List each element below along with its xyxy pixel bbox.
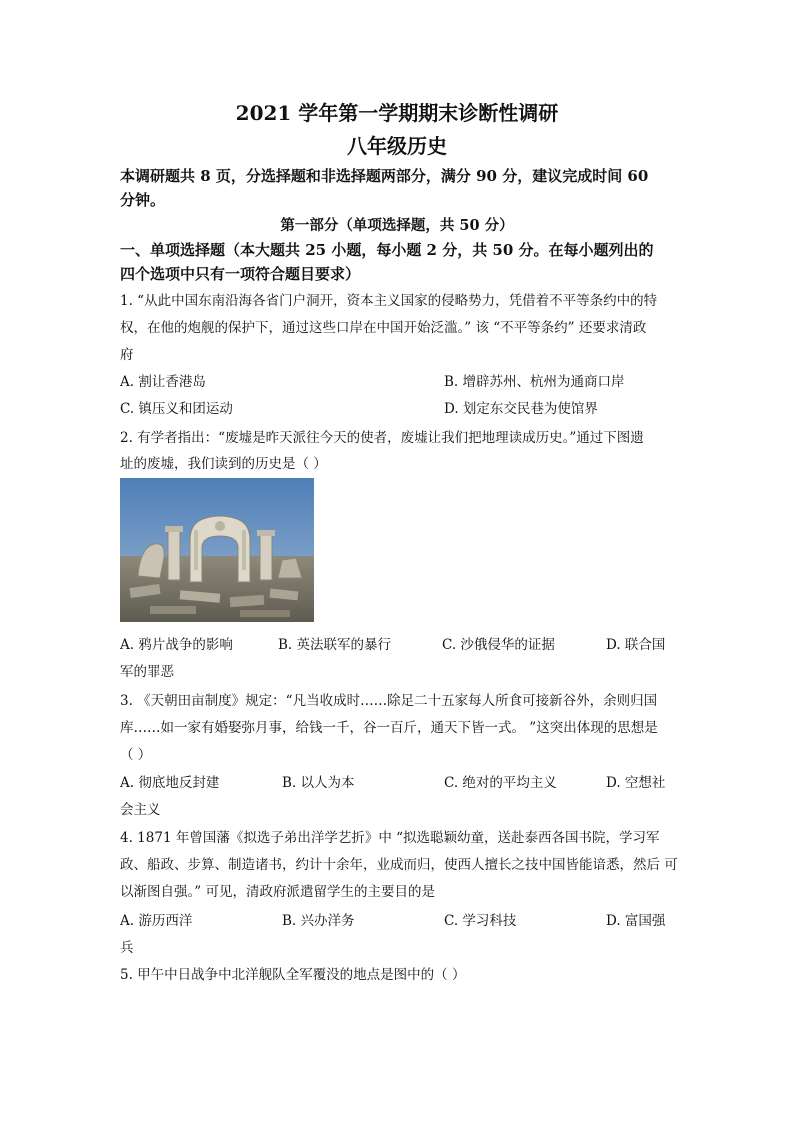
- q4-option-d: D. 富国强: [606, 913, 666, 929]
- q3-option-b: B. 以人为本: [282, 775, 355, 791]
- q1-option-d: D. 划定东交民巷为使馆界: [444, 401, 598, 417]
- q4-stem-line-1: 4. 1871 年曾国藩《拟选子弟出洋学艺折》中 “拟选聪颖幼童，送赴泰西各国书院，学习军: [120, 830, 660, 846]
- q4-option-b: B. 兴办洋务: [282, 913, 355, 929]
- section-instructions-line-1: 一、单项选择题（本大题共 25 小题，每小题 2 分，共 50 分。在每小题列出的: [120, 241, 654, 259]
- q3-stem-line-1: 3. 《天朝田亩制度》规定：“凡当收成时……除足二十五家每人所食可接新谷外，余则归国: [120, 693, 658, 709]
- q3-stem-line-2: 库……如一家有婚娶弥月事，给钱一千，谷一百斤，通天下皆一式。 ”这突出体现的思想是: [120, 720, 658, 736]
- exam-title: 2021 学年第一学期期末诊断性调研: [235, 101, 559, 125]
- intro-line-1: 本调研题共 8 页，分选择题和非选择题两部分，满分 90 分，建议完成时间 60: [120, 167, 649, 185]
- ruins-photo: [120, 478, 314, 622]
- q1-option-c: C. 镇压义和团运动: [120, 401, 233, 417]
- q3-option-d: D. 空想社: [606, 775, 666, 791]
- q1-stem-line-1: 1. “从此中国东南沿海各省门户洞开，资本主义国家的侵略势力，凭借着不平等条约中的特: [120, 293, 658, 309]
- q4-stem-line-3: 以渐图自强。” 可见，清政府派遣留学生的主要目的是: [120, 884, 435, 900]
- q1-stem-line-2: 权，在他的炮舰的保护下，通过这些口岸在中国开始泛滥。” 该 “不平等条约” 还要求清政: [120, 320, 647, 336]
- q2-stem-line-1: 2. 有学者指出：“废墟是昨天派往今天的使者，废墟让我们把地理读成历史。”通过下图遗: [120, 430, 644, 446]
- q2-option-c: C. 沙俄侵华的证据: [442, 637, 555, 653]
- ruins-image: [120, 478, 314, 622]
- q2-option-b: B. 英法联军的暴行: [278, 637, 392, 653]
- q3-option-d-continued: 会主义: [120, 802, 161, 818]
- q5-stem-line-1: 5. 甲午中日战争中北洋舰队全军覆没的地点是图中的（ ）: [120, 967, 466, 983]
- q4-option-d-continued: 兵: [120, 940, 134, 956]
- q4-option-c: C. 学习科技: [444, 913, 517, 929]
- subject-title: 八年级历史: [347, 134, 447, 158]
- q3-stem-line-3: （ ）: [120, 747, 152, 763]
- q3-option-a: A. 彻底地反封建: [120, 775, 220, 791]
- part-one-heading: 第一部分（单项选择题，共 50 分）: [280, 217, 514, 234]
- q2-option-d-continued: 军的罪恶: [120, 664, 174, 680]
- q1-stem-line-3: 府: [120, 347, 134, 363]
- intro-line-2: 分钟。: [120, 191, 166, 209]
- q2-option-a: A. 鸦片战争的影响: [120, 637, 233, 653]
- q2-stem-line-2: 址的废墟，我们读到的历史是（ ）: [120, 456, 327, 472]
- section-instructions-line-2: 四个选项中只有一项符合题目要求）: [120, 265, 361, 283]
- q2-option-d: D. 联合国: [606, 637, 666, 653]
- q4-stem-line-2: 政、船政、步算、制造诸书，约计十余年，业成而归，使西人擅长之技中国皆能谙悉，然后 可: [120, 857, 678, 873]
- q3-option-c: C. 绝对的平均主义: [444, 775, 557, 791]
- q4-option-a: A. 游历西洋: [120, 913, 193, 929]
- q1-option-a: A. 割让香港岛: [120, 374, 206, 390]
- q1-option-b: B. 增辟苏州、杭州为通商口岸: [444, 374, 625, 390]
